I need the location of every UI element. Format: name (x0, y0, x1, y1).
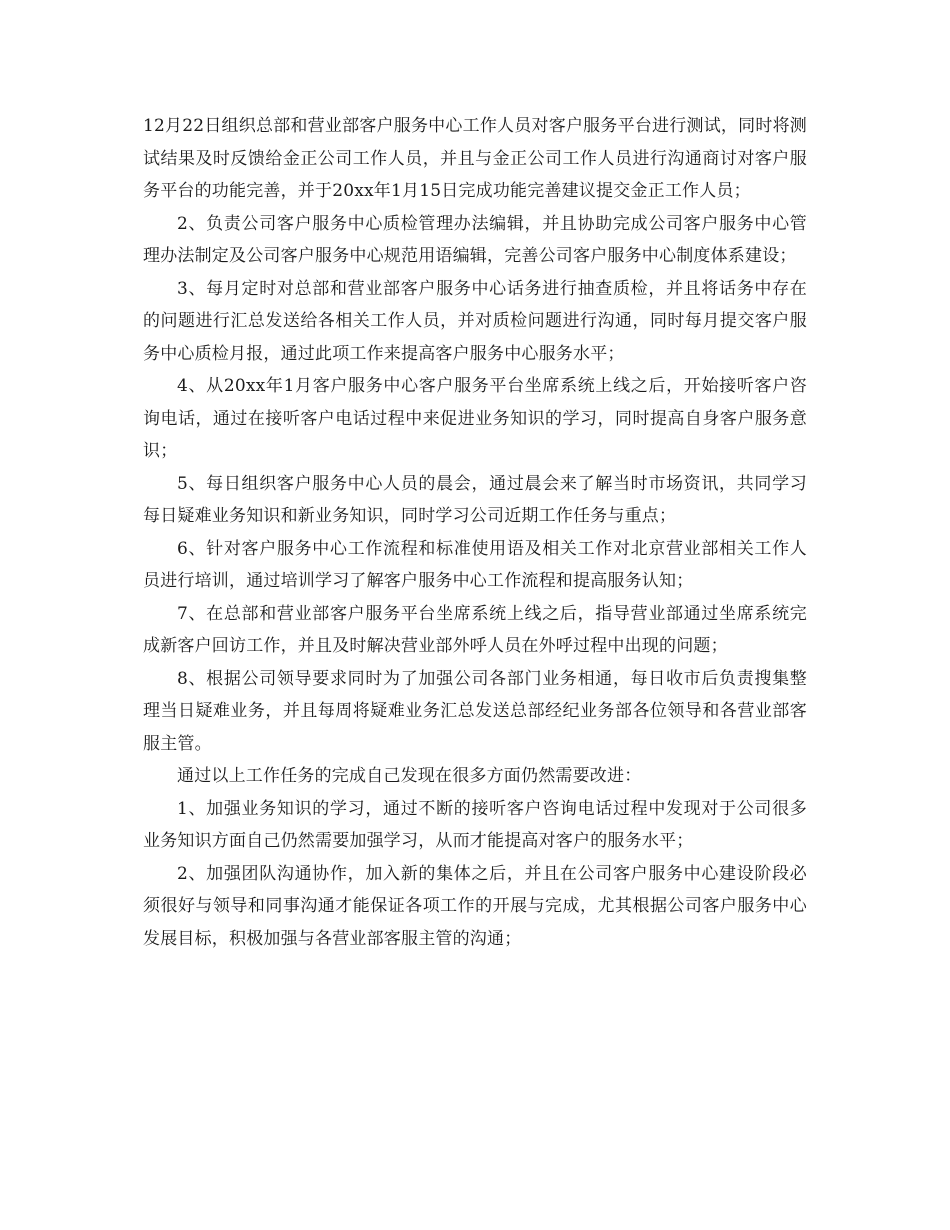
paragraph-intro: 12月22日组织总部和营业部客户服务中心工作人员对客户服务平台进行测试，同时将测试结果及时反馈给金正公司工作人员，并且与金正公司工作人员进行沟通商讨对客户服务平台的功能完善，并于20xx年1月15日完成功能完善建议提交金正工作人员； (143, 116, 807, 201)
paragraph-improvement-intro: 通过以上工作任务的完成自己发现在很多方面仍然需要改进： (177, 766, 642, 786)
document-body (143, 110, 807, 955)
paragraph-improvement-2: 2、加强团队沟通协作，加入新的集体之后，并且在公司客户服务中心建设阶段必须很好与领导和同事沟通才能保证各项工作的开展与完成，尤其根据公司客户服务中心发展目标，积极加强与各营业部客服主管的沟通； (143, 863, 807, 949)
paragraph-item-4: 4、从20xx年1月客户服务中心客户服务平台坐席系统上线之后，开始接听客户咨询电话，通过在接听客户电话过程中来促进业务知识的学习，同时提高自身客户服务意识； (143, 376, 807, 461)
paragraph-item-7: 7、在总部和营业部客户服务平台坐席系统上线之后，指导营业部通过坐席系统完成新客户回访工作，并且及时解决营业部外呼人员在外呼过程中出现的问题； (143, 603, 807, 656)
paragraph-improvement-1: 1、加强业务知识的学习，通过不断的接听客户咨询电话过程中发现对于公司很多业务知识方面自己仍然需要加强学习，从而才能提高对客户的服务水平； (143, 798, 807, 851)
paragraph-item-5: 5、每日组织客户服务中心人员的晨会，通过晨会来了解当时市场资讯，共同学习每日疑难业务知识和新业务知识，同时学习公司近期工作任务与重点； (143, 473, 807, 526)
paragraph-item-6: 6、针对客户服务中心工作流程和标准使用语及相关工作对北京营业部相关工作人员进行培训，通过培训学习了解客户服务中心工作流程和提高服务认知； (143, 538, 807, 591)
paragraph-item-2: 2、负责公司客户服务中心质检管理办法编辑，并且协助完成公司客户服务中心管理办法制定及公司客户服务中心规范用语编辑，完善公司客户服务中心制度体系建设； (143, 213, 807, 266)
paragraph-item-8: 8、根据公司领导要求同时为了加强公司各部门业务相通，每日收市后负责搜集整理当日疑难业务，并且每周将疑难业务汇总发送总部经纪业务部各位领导和各营业部客服主管。 (143, 668, 807, 754)
paragraph-item-3: 3、每月定时对总部和营业部客户服务中心话务进行抽查质检，并且将话务中存在的问题进行汇总发送给各相关工作人员，并对质检问题进行沟通，同时每月提交客户服务中心质检月报，通过此项工作来提高客户服务中心服务水平； (143, 278, 807, 364)
